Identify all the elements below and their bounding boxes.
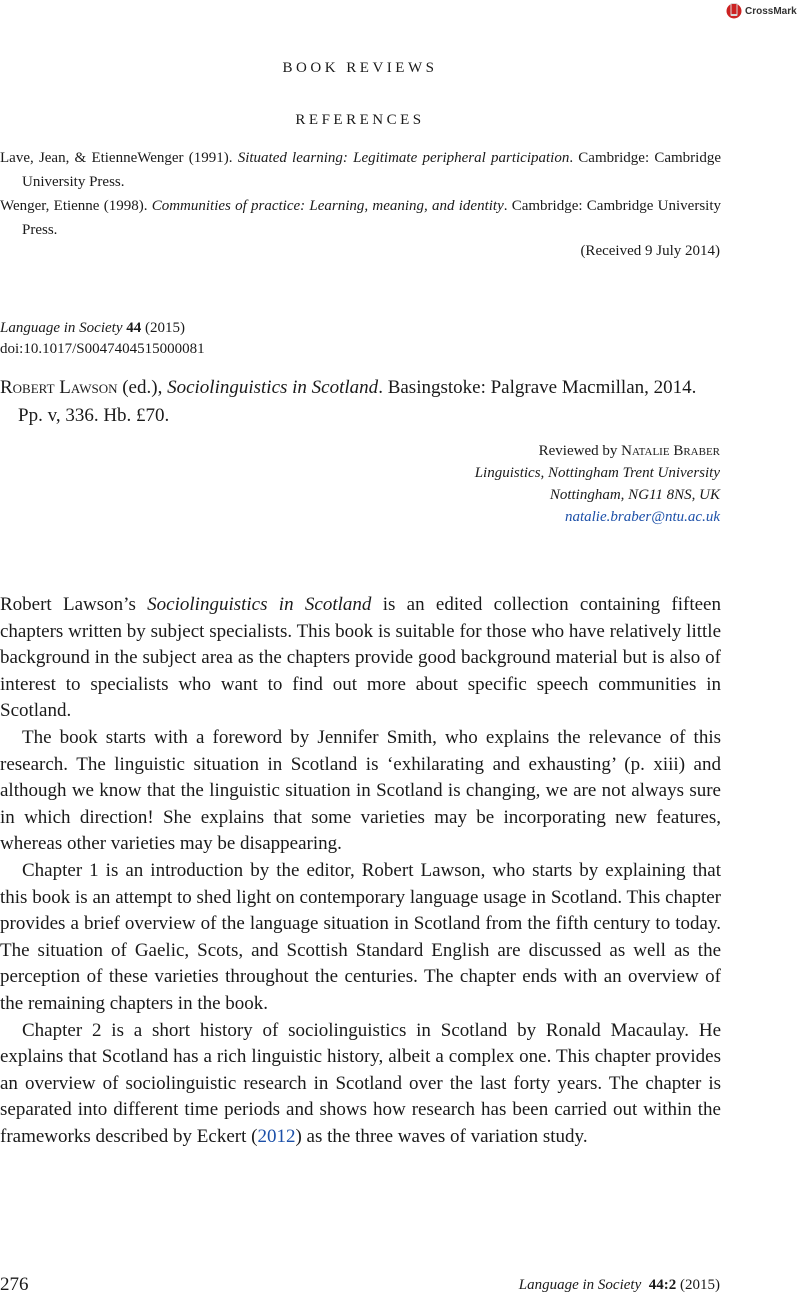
crossmark-badge[interactable]: [726, 0, 797, 22]
citation-link[interactable]: 2012: [257, 1125, 296, 1147]
reference-item: Lave, Jean, & EtienneWenger (1991). Situated learning: Legitimate peripheral participation. Cambridge: Cambridge University Press.: [0, 150, 721, 190]
running-title: BOOK REVIEWS: [282, 60, 438, 76]
reviewer-address: Nottingham, NG11 8NS, UK: [549, 487, 720, 503]
reviewer-affiliation: Linguistics, Nottingham Trent University: [474, 465, 720, 481]
paragraph: Robert Lawson’s Sociolinguistics in Scotland is an edited collection containing fifteen chapters written by subject specialists. This book is suitable for those who have relatively little background in the subject area as the chapters provide good background material but is also of interest to specialists who want to find out more about specific speech communities in Scotland.: [0, 594, 721, 722]
reviewer-block: Reviewed by Natalie Braber Linguistics, Nottingham Trent University Nottingham, NG11 8NS, UK natalie.braber@ntu.ac.uk: [474, 443, 720, 525]
paragraph: Chapter 1 is an introduction by the editor, Robert Lawson, who starts by explaining that this book is an attempt to shed light on contemporary language usage in Scotland. This chapter provides a brief overview of the language situation in Scotland from the fifth century to today. The situation of Gaelic, Scots, and Scottish Standard English are discussed as well as the perception of these varieties throughout the centuries. The chapter ends with an overview of the remaining chapters in the book.: [0, 859, 721, 1014]
references-heading: REFERENCES: [295, 112, 425, 128]
book-title: Sociolinguistics in Scotland: [167, 377, 379, 398]
journal-info: [0, 318, 205, 360]
journal-name: Language in Society: [0, 320, 123, 336]
reviewer-name: Natalie Braber: [621, 443, 720, 459]
book-citation: Robert Lawson (ed.), Sociolinguistics in Scotland. Basingstoke: Palgrave Macmillan, 2014. Pp. v, 336. Hb. £70.: [0, 377, 697, 426]
review-body: [0, 592, 721, 1150]
book-publication: . Basingstoke: Palgrave Macmillan, 2014. Pp. v, 336. Hb. £70.: [18, 377, 697, 426]
reference-list: [0, 146, 721, 242]
footer-journal: Language in Society 44:2 (2015): [518, 1277, 720, 1293]
crossmark-label: CrossMark: [745, 5, 797, 17]
received-date: (Received 9 July 2014): [580, 243, 720, 259]
journal-volume: 44: [126, 320, 142, 336]
paragraph: Chapter 2 is a short history of sociolinguistics in Scotland by Ronald Macaulay. He explains that Scotland has a rich linguistic history, albeit a complex one. This chapter provides an overview of sociolinguistic research in Scotland over the last forty years. The chapter is separated into different time periods and shows how research has been carried out within the frameworks described by Eckert (2012) as the three waves of variation study.: [0, 1019, 721, 1147]
journal-year: (2015): [144, 320, 185, 336]
paragraph: The book starts with a foreword by Jennifer Smith, who explains the relevance of this research. The linguistic situation in Scotland is ‘exhilarating and exhausting’ (p. xiii) and although we know that the linguistic situation in Scotland is changing, we are not always sure in which direction! She explains that some varieties may be incorporating new features, whereas other varieties may be disappearing.: [0, 726, 721, 855]
book-author: Robert Lawson: [0, 377, 118, 398]
page-number: 276: [0, 1274, 29, 1295]
crossmark-icon: [726, 0, 742, 22]
reviewer-email-link[interactable]: natalie.braber@ntu.ac.uk: [564, 509, 720, 525]
reference-item: Wenger, Etienne (1998). Communities of practice: Learning, meaning, and identity. Cambridge: Cambridge University Press.: [0, 198, 721, 238]
doi: doi:10.1017/S0047404515000081: [0, 341, 205, 357]
